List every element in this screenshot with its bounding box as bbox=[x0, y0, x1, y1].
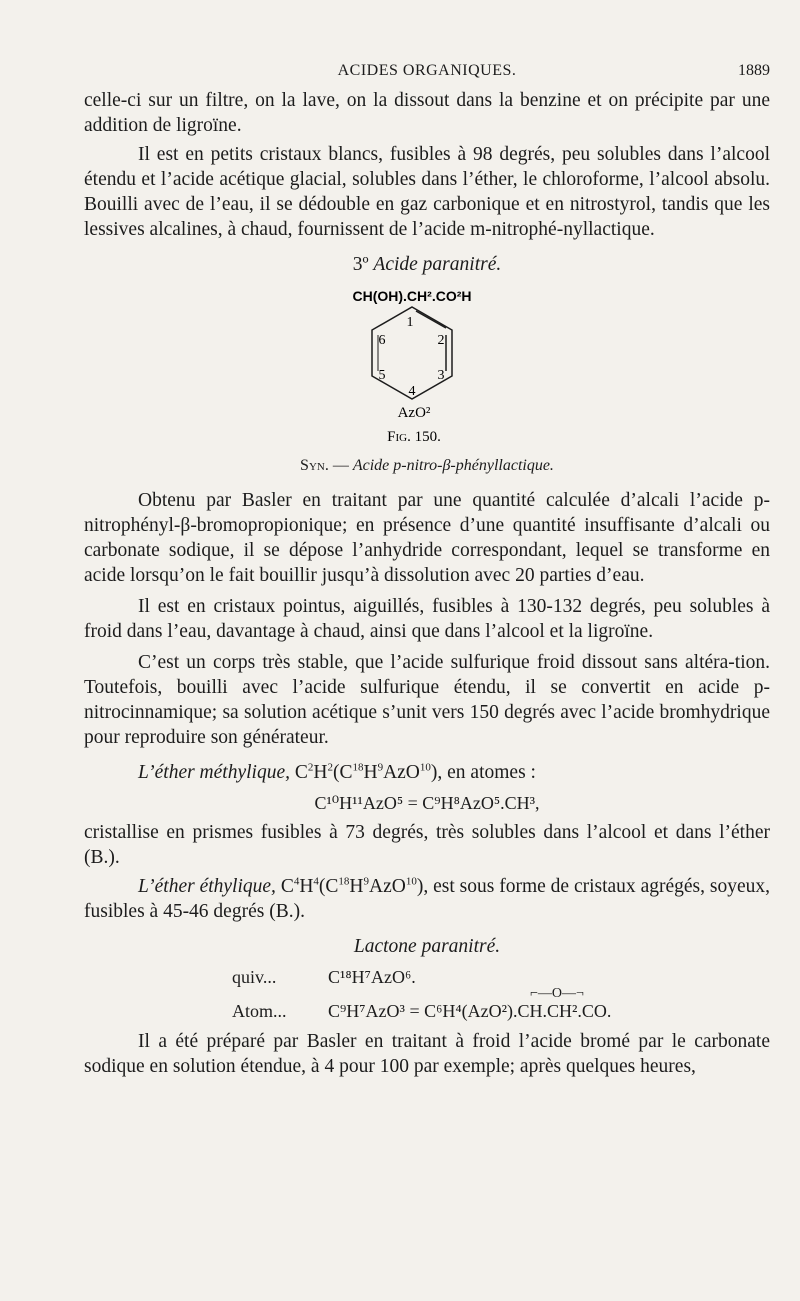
lactone-title: Lactone paranitré. bbox=[353, 936, 501, 957]
page-header bbox=[84, 60, 770, 86]
section-title: Acide paranitré. bbox=[373, 254, 502, 275]
ring-number-3: 3 bbox=[437, 368, 445, 383]
lactone-bridge: ⌐—O—¬ bbox=[530, 986, 584, 1001]
paragraph-6 bbox=[84, 760, 770, 785]
benzene-ring-diagram bbox=[84, 287, 770, 445]
lactone-atom-row bbox=[84, 986, 770, 1025]
ring-number-5: 5 bbox=[378, 368, 386, 383]
paragraph-3: Obtenu par Basler en traitant par une quantité calculée d’alcali l’acide p-nitrophényl-β-bromopropionique; en présence d’une quantité insuffisante d’alcali ou carbonate sodique, il se dépose l’anhydride correspondant, lequel se transforme en acide lorsqu’on le fait bouillir jusqu’à dissolution avec 20 parties d’eau. bbox=[84, 490, 770, 586]
ether-ethyl-term: L’éther éthylique, bbox=[138, 876, 276, 897]
paragraph-1: celle-ci sur un filtre, on la lave, on la dissout dans la benzine et on précipite par une addition de ligroïne. bbox=[84, 90, 770, 136]
bottom-group-label: AzO² bbox=[397, 405, 431, 421]
ether-methyl-formula: $C^2H^2(C^{18}H^9AzO^{10})$ bbox=[294, 761, 438, 783]
section-number: 3º bbox=[352, 254, 369, 275]
quiv-label: quiv... bbox=[232, 967, 277, 987]
body-text bbox=[84, 88, 770, 1079]
ring-number-4: 4 bbox=[408, 384, 416, 399]
paragraph-4: Il est en cristaux pointus, aiguillés, fusibles à 130-132 degrés, peu solubles à froid dans l’eau, davantage à chaud, ainsi que dans l’alcool et la ligroïne. bbox=[84, 596, 770, 642]
paragraph-5: C’est un corps très stable, que l’acide sulfurique froid dissout sans altéra-tion. Toutefois, bouilli avec l’acide sulfurique étendu, il se convertit en acide p-nitrocinnamique; sa solution acétique s’unit vers 150 degrés avec l’acide bromhydrique pour reproduire son générateur. bbox=[84, 652, 770, 748]
paragraph-2: Il est en petits cristaux blancs, fusibles à 98 degrés, peu solubles dans l’alcool étendu et l’acide acétique glacial, solubles dans l’éther, le chloroforme, l’alcool absolu. Bouilli avec de l’eau, il se dédouble en gaz carbonique et en nitrostyrol, tandis que les lessives alcalines, à chaud, fournissent de l’acide m-nitrophé-nyllactique. bbox=[84, 144, 770, 240]
quiv-formula: C¹⁸H⁷AzO⁶. bbox=[328, 967, 416, 987]
ring-inner-bond bbox=[416, 311, 446, 328]
top-group-label: CH(OH).CH².CO²H bbox=[352, 288, 472, 304]
paragraph-9: Il a été préparé par Basler en traitant à froid l’acide bromé par le carbonate sodique en solution étendue, à 4 pour 100 par exemple; après quelques heures, bbox=[84, 1031, 770, 1077]
lactone-quiv-row bbox=[84, 965, 770, 991]
section-heading bbox=[84, 252, 770, 277]
running-head: ACIDES ORGANIQUES. bbox=[337, 62, 517, 79]
structure-figure bbox=[84, 287, 770, 445]
syn-label: Syn. bbox=[300, 457, 329, 474]
paragraph-8-tail: , est sous forme de cristaux agrégés, soyeux, fusibles à 45-46 degrés (B.). bbox=[84, 876, 771, 922]
paragraph-6-tail: , en atomes : bbox=[437, 762, 536, 783]
ether-methyl-term: L’éther méthylique, bbox=[138, 762, 290, 783]
ring-number-1: 1 bbox=[406, 315, 414, 330]
formula-ether-methyl: C¹⁰H¹¹AzO⁵ = C⁹H⁸AzO⁵.CH³, bbox=[314, 793, 540, 813]
paragraph-8 bbox=[84, 874, 770, 924]
ether-ethyl-formula: $C^4H^4(C^{18}H^9AzO^{10})$ bbox=[280, 875, 424, 897]
synonym-line: Syn. — Acide p-nitro-β-phényllactique. bbox=[300, 457, 554, 474]
syn-text: Acide p-nitro-β-phényllactique. bbox=[352, 457, 554, 474]
page-number: 1889 bbox=[738, 62, 770, 79]
ring-number-2: 2 bbox=[437, 333, 445, 348]
figure-caption: Fig. 150. bbox=[387, 429, 441, 445]
paragraph-7: cristallise en prismes fusibles à 73 degrés, très solubles dans l’alcool et dans l’éther (B.). bbox=[84, 822, 770, 868]
atom-label: Atom... bbox=[232, 1001, 287, 1021]
ring-number-6: 6 bbox=[378, 333, 386, 348]
atom-formula: C⁹H⁷AzO³ = C⁶H⁴(AzO²).CH.CH².CO. bbox=[328, 1001, 612, 1021]
